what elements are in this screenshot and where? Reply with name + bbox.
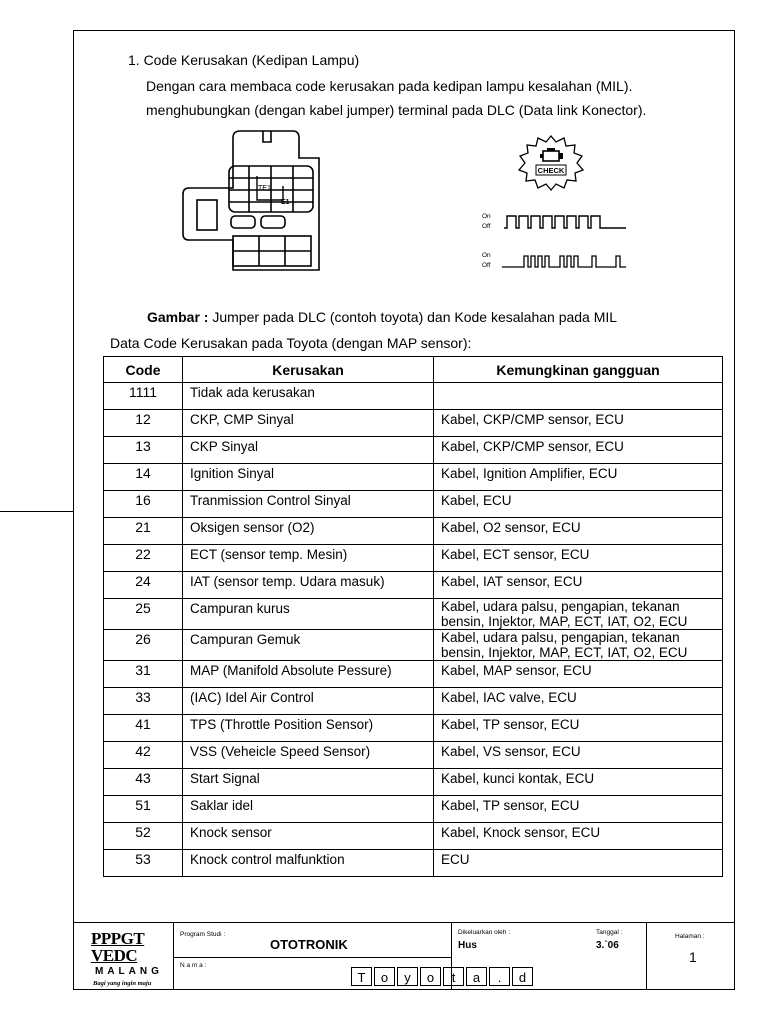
- date-label: Tanggal :: [596, 929, 623, 936]
- cell-code: 51: [104, 796, 183, 823]
- cell-kerusakan: Oksigen sensor (O2): [183, 518, 434, 545]
- table-row: [104, 599, 723, 630]
- table-row: [104, 742, 723, 769]
- cell-code: 1111: [104, 383, 183, 410]
- name-letter-box: d: [512, 967, 533, 986]
- logo-malang: MALANG: [95, 966, 163, 977]
- dlc-label-e1: E1: [281, 199, 290, 206]
- name-letter-box: t: [443, 967, 464, 986]
- logo-vedc: VEDC: [91, 946, 138, 965]
- margin-tick-line: [0, 511, 73, 512]
- cell-code: 25: [104, 599, 183, 630]
- cell-code: 16: [104, 491, 183, 518]
- cell-code: 26: [104, 630, 183, 661]
- section-heading: 1. Code Kerusakan (Kedipan Lampu): [128, 52, 360, 68]
- cell-code: 24: [104, 572, 183, 599]
- cell-gangguan-line: Kabel, IAC valve, ECU: [441, 690, 577, 705]
- cell-kerusakan: Campuran kurus: [183, 599, 434, 630]
- table-row: [104, 715, 723, 742]
- cell-gangguan-line: Kabel, TP sensor, ECU: [441, 798, 580, 813]
- cell-gangguan: [434, 491, 723, 518]
- page-number: 1: [689, 949, 697, 965]
- cell-kerusakan: CKP Sinyal: [183, 437, 434, 464]
- cell-gangguan-line: Kabel, CKP/CMP sensor, ECU: [441, 412, 624, 427]
- cell-gangguan-line: Kabel, kunci kontak, ECU: [441, 771, 595, 786]
- table-row: [104, 464, 723, 491]
- cell-code: 43: [104, 769, 183, 796]
- cell-gangguan: [434, 688, 723, 715]
- document-footer: [73, 922, 735, 990]
- cell-code: 53: [104, 850, 183, 877]
- cell-gangguan: [434, 769, 723, 796]
- cell-gangguan: [434, 518, 723, 545]
- cell-gangguan: [434, 796, 723, 823]
- engine-icon: [540, 148, 563, 161]
- cell-kerusakan: Knock control malfunktion: [183, 850, 434, 877]
- cell-code: 52: [104, 823, 183, 850]
- cell-gangguan-line-2: bensin, Injektor, MAP, ECT, IAT, O2, ECU: [441, 645, 688, 660]
- page-label: Halaman :: [675, 933, 705, 940]
- cell-code: 21: [104, 518, 183, 545]
- cell-gangguan: [434, 545, 723, 572]
- cell-kerusakan: Start Signal: [183, 769, 434, 796]
- wave2-off-label: Off: [482, 262, 491, 269]
- cell-gangguan: [434, 661, 723, 688]
- cell-kerusakan: (IAC) Idel Air Control: [183, 688, 434, 715]
- cell-code: 22: [104, 545, 183, 572]
- table-row: [104, 437, 723, 464]
- cell-gangguan-line: Kabel, TP sensor, ECU: [441, 717, 580, 732]
- cell-code: 42: [104, 742, 183, 769]
- cell-code: 12: [104, 410, 183, 437]
- date-value: 3.`06: [596, 940, 619, 951]
- cell-gangguan: [434, 383, 723, 410]
- mil-blink-waveforms: [480, 208, 630, 272]
- program-value: OTOTRONIK: [270, 937, 348, 952]
- cell-code: 14: [104, 464, 183, 491]
- name-letter-box: .: [489, 967, 510, 986]
- cell-kerusakan: Tidak ada kerusakan: [183, 383, 434, 410]
- cell-kerusakan: CKP, CMP Sinyal: [183, 410, 434, 437]
- name-letter-box: o: [374, 967, 395, 986]
- footer-logo-cell: [73, 923, 174, 990]
- table-row: [104, 630, 723, 661]
- footer-page-cell: [647, 923, 735, 990]
- cell-gangguan-line: Kabel, udara palsu, pengapian, tekanan: [441, 599, 680, 614]
- cell-kerusakan: MAP (Manifold Absolute Pessure): [183, 661, 434, 688]
- name-letter-box: y: [397, 967, 418, 986]
- cell-gangguan: [434, 464, 723, 491]
- table-row: [104, 410, 723, 437]
- cell-gangguan-line: Kabel, O2 sensor, ECU: [441, 520, 581, 535]
- cell-code: 41: [104, 715, 183, 742]
- cell-kerusakan: Tranmission Control Sinyal: [183, 491, 434, 518]
- cell-kerusakan: TPS (Throttle Position Sensor): [183, 715, 434, 742]
- table-row: [104, 661, 723, 688]
- name-letter-box: T: [351, 967, 372, 986]
- program-label: Program Studi :: [180, 931, 226, 938]
- table-row: [104, 572, 723, 599]
- cell-gangguan-line: Kabel, Ignition Amplifier, ECU: [441, 466, 618, 481]
- cell-gangguan: [434, 410, 723, 437]
- cell-gangguan: [434, 599, 723, 630]
- issued-label: Dikeluarkan oleh :: [458, 929, 511, 936]
- table-row: [104, 850, 723, 877]
- footer-divider: [174, 957, 451, 958]
- dlc-connector-diagram: [175, 128, 325, 276]
- name-letter-box: a: [466, 967, 487, 986]
- cell-kerusakan: VSS (Veheicle Speed Sensor): [183, 742, 434, 769]
- issued-value: Hus: [458, 940, 477, 951]
- figure-caption: [147, 309, 617, 326]
- table-row: [104, 491, 723, 518]
- name-letter-boxes: [351, 967, 535, 986]
- cell-gangguan: [434, 823, 723, 850]
- fault-code-table: [103, 356, 723, 877]
- cell-kerusakan: ECT (sensor temp. Mesin): [183, 545, 434, 572]
- table-header-row: [104, 357, 723, 383]
- table-row: [104, 823, 723, 850]
- table-row: [104, 688, 723, 715]
- cell-gangguan: [434, 850, 723, 877]
- cell-gangguan: [434, 715, 723, 742]
- cell-gangguan-line: Kabel, IAT sensor, ECU: [441, 574, 583, 589]
- dlc-label-te1: TE1: [258, 185, 271, 192]
- cell-gangguan: [434, 437, 723, 464]
- cell-gangguan: [434, 630, 723, 661]
- cell-kerusakan: Campuran Gemuk: [183, 630, 434, 661]
- table-intro: Data Code Kerusakan pada Toyota (dengan MAP sensor):: [110, 335, 472, 351]
- cell-gangguan-line: Kabel, udara palsu, pengapian, tekanan: [441, 630, 680, 645]
- logo-pppgt: PPPGT: [91, 929, 145, 948]
- check-label: CHECK: [537, 166, 565, 175]
- header-kerusakan: Kerusakan: [183, 357, 434, 383]
- check-engine-lamp: [516, 134, 586, 192]
- cell-gangguan-line-2: bensin, Injektor, MAP, ECT, IAT, O2, ECU: [441, 614, 688, 629]
- wave1-on-label: On: [482, 213, 491, 220]
- cell-code: 31: [104, 661, 183, 688]
- table-row: [104, 545, 723, 572]
- header-code: Code: [104, 357, 183, 383]
- table-row: [104, 796, 723, 823]
- cell-kerusakan: IAT (sensor temp. Udara masuk): [183, 572, 434, 599]
- cell-gangguan-line: Kabel, MAP sensor, ECU: [441, 663, 592, 678]
- logo-tagline: Bagi yang ingin maju: [93, 980, 152, 987]
- cell-gangguan-line: Kabel, ECU: [441, 493, 512, 508]
- cell-gangguan: [434, 572, 723, 599]
- cell-kerusakan: Knock sensor: [183, 823, 434, 850]
- name-letter-box: o: [420, 967, 441, 986]
- section-line-2: menghubungkan (dengan kabel jumper) terminal pada DLC (Data link Konector).: [146, 102, 647, 118]
- wave1-off-label: Off: [482, 223, 491, 230]
- cell-gangguan: [434, 742, 723, 769]
- section-line-1: Dengan cara membaca code kerusakan pada kedipan lampu kesalahan (MIL).: [146, 78, 633, 94]
- cell-kerusakan: Ignition Sinyal: [183, 464, 434, 491]
- figure-caption-bold: Gambar :: [147, 309, 209, 325]
- table-row: [104, 518, 723, 545]
- cell-gangguan-line: Kabel, CKP/CMP sensor, ECU: [441, 439, 624, 454]
- cell-code: 33: [104, 688, 183, 715]
- table-row: [104, 769, 723, 796]
- cell-code: 13: [104, 437, 183, 464]
- table-body: [104, 383, 723, 877]
- figure-caption-text: Jumper pada DLC (contoh toyota) dan Kode kesalahan pada MIL: [208, 309, 618, 325]
- header-gangguan: Kemungkinan gangguan: [434, 357, 723, 383]
- cell-gangguan-line: Kabel, Knock sensor, ECU: [441, 825, 601, 840]
- wave2-on-label: On: [482, 252, 491, 259]
- cell-gangguan-line: ECU: [441, 852, 470, 867]
- cell-kerusakan: Saklar idel: [183, 796, 434, 823]
- table-row: [104, 383, 723, 410]
- cell-gangguan-line: Kabel, VS sensor, ECU: [441, 744, 581, 759]
- nama-label: N a m a :: [180, 962, 207, 969]
- cell-gangguan-line: Kabel, ECT sensor, ECU: [441, 547, 590, 562]
